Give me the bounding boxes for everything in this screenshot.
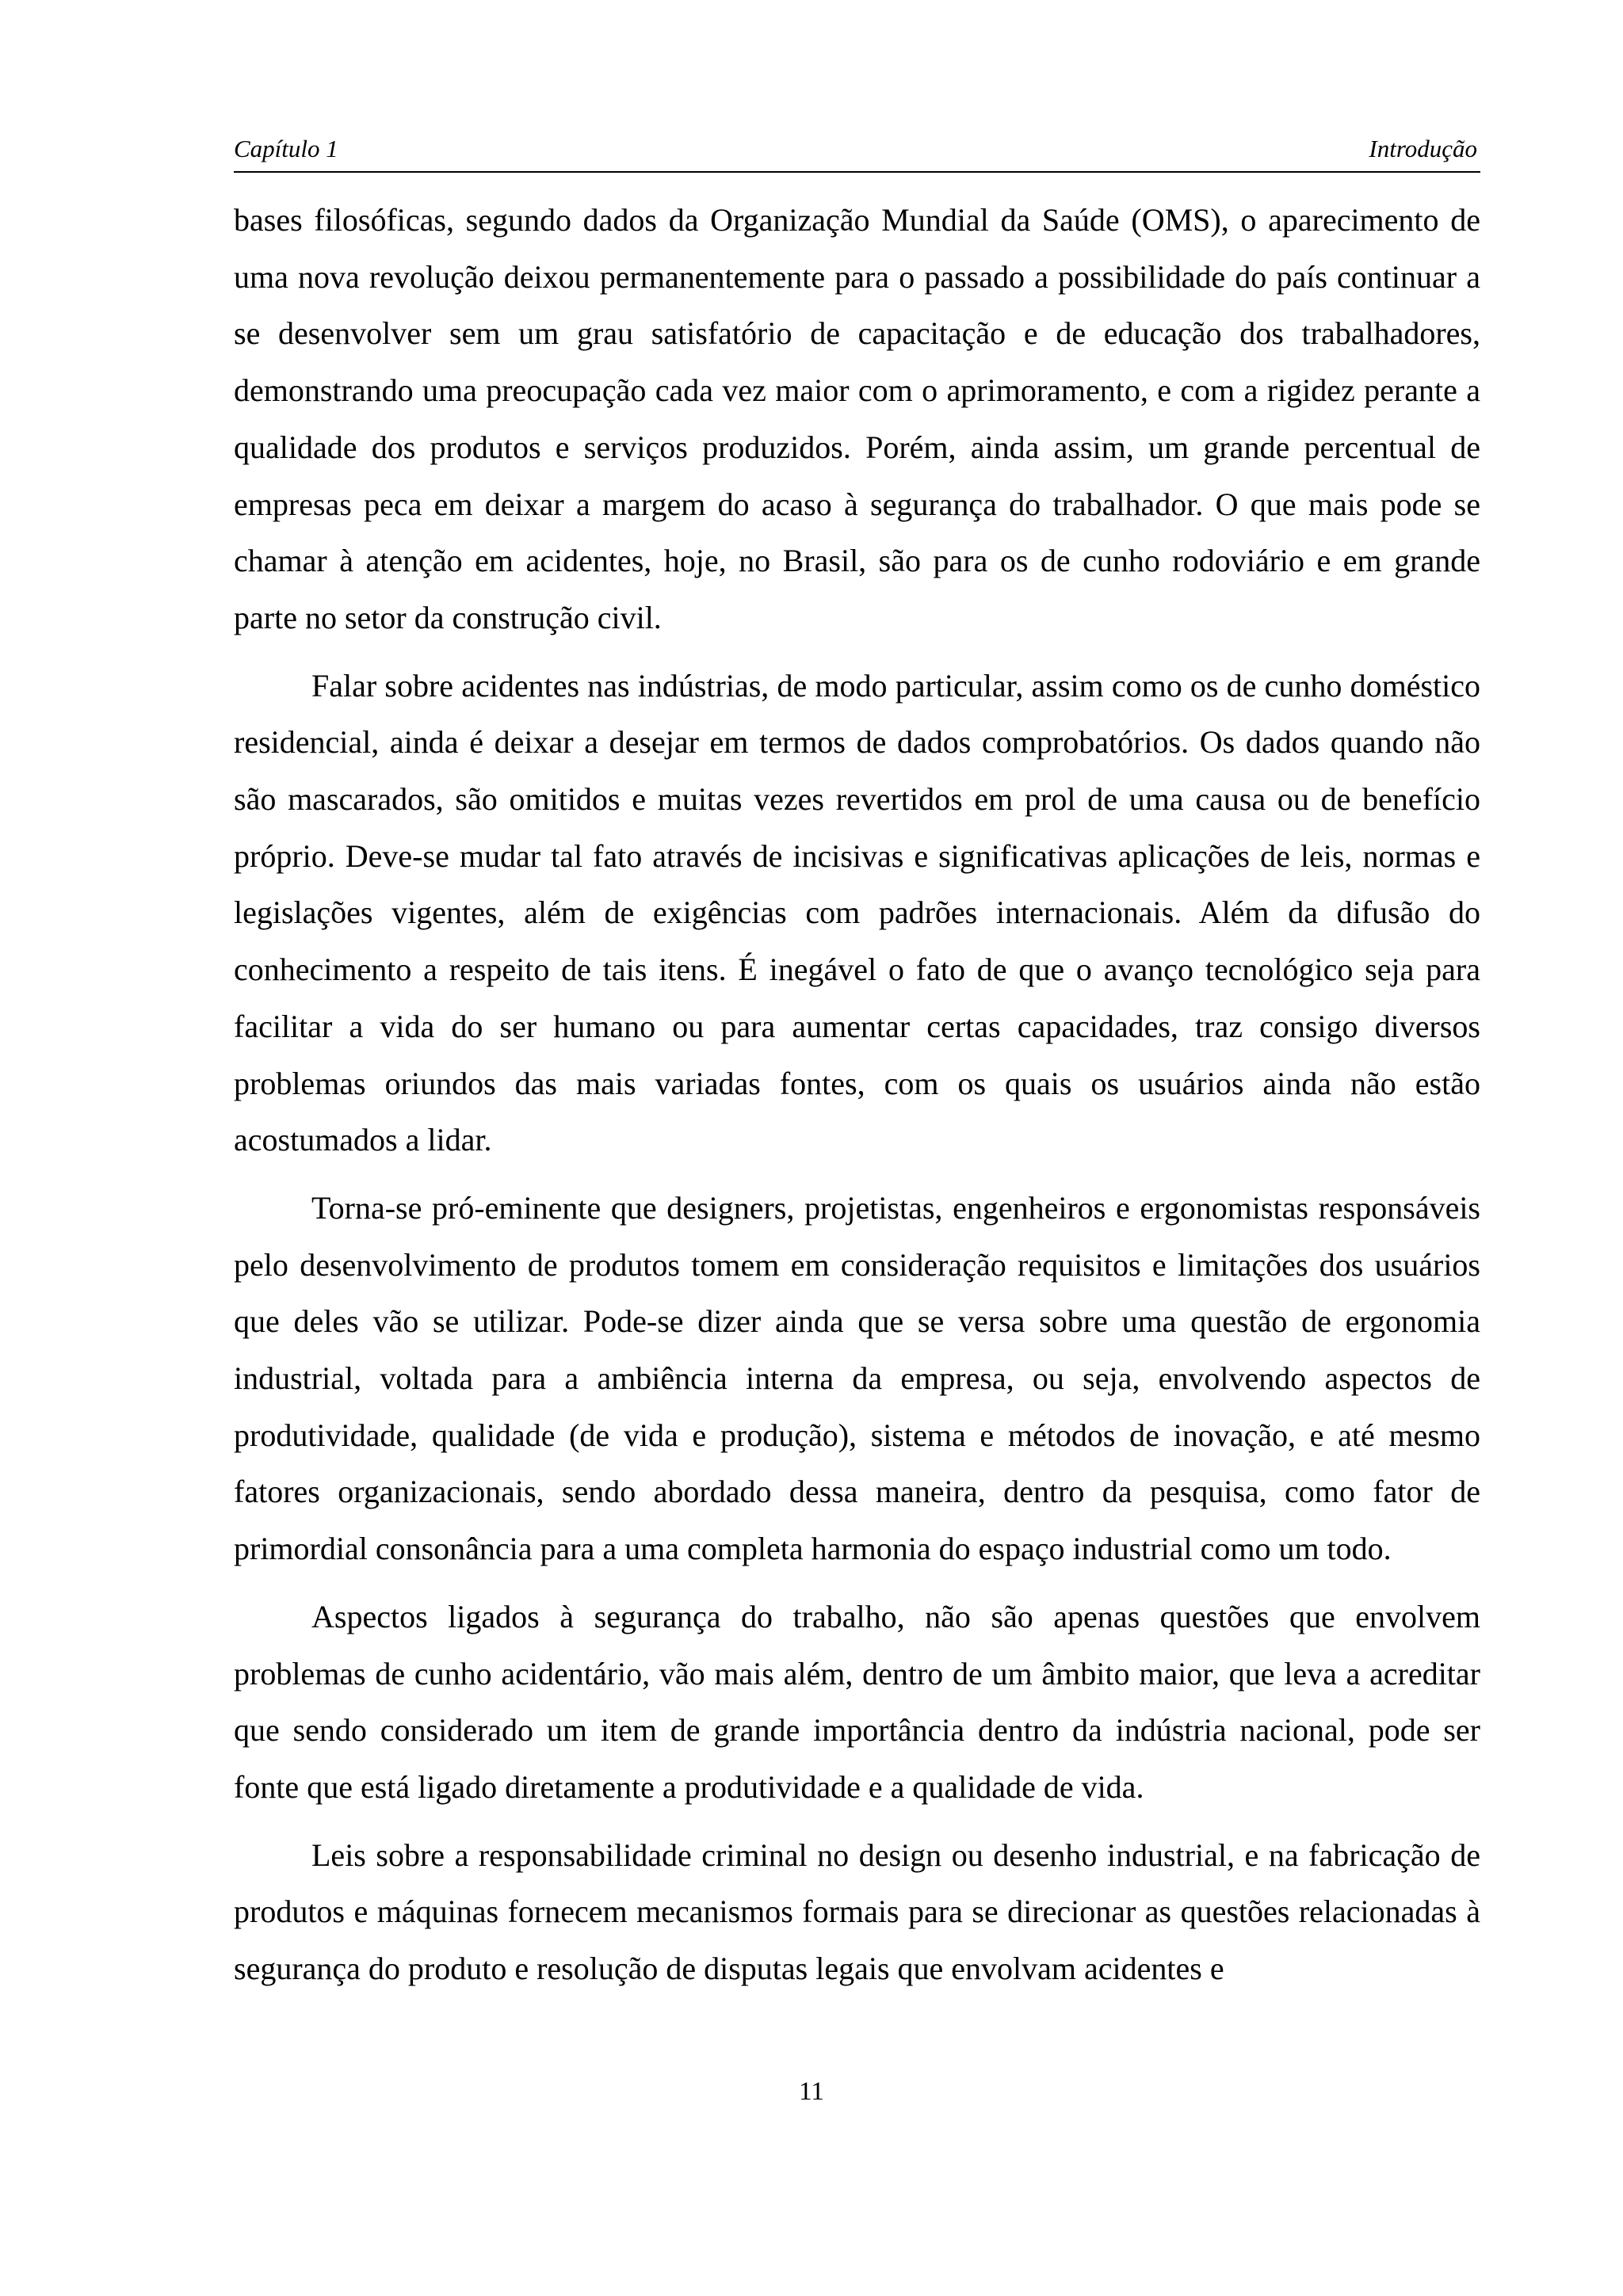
paragraph: Falar sobre acidentes nas indústrias, de modo particular, assim como os de cunho doméstico residencial, ainda é deixar a desejar em termos de dados comprobatórios. Os dados quando não são mascarados, são omitidos e muitas vezes revertidos em prol de uma causa ou de benefício próprio. Deve-se mudar tal fato através de incisivas e significativas aplicações de leis, normas e legislações vigentes, além de exigências com padrões internacionais. Além da difusão do conhecimento a respeito de tais itens. É inegável o fato de que o avanço tecnológico seja para facilitar a vida do ser humano ou para aumentar certas capacidades, traz consigo diversos problemas oriundos das mais variadas fontes, com os quais os usuários ainda não estão acostumados a lidar. [234,667,1480,1158]
paragraph: Torna-se pró-eminente que designers, projetistas, engenheiros e ergonomistas responsáveis pelo desenvolvimento de produtos tomem em consideração requisitos e limitações dos usuários que deles vão se utilizar. Pode-se dizer ainda que se versa sobre uma questão de ergonomia industrial, voltada para a ambiência interna da empresa, ou seja, envolvendo aspectos de produtividade, qualidade (de vida e produção), sistema e métodos de inovação, e até mesmo fatores organizacionais, sendo abordado dessa maneira, dentro da pesquisa, como fator de primordial consonância para a uma completa harmonia do espaço industrial como um todo. [234,1189,1480,1567]
paragraph-continuation: bases filosóficas, segundo dados da Organização Mundial da Saúde (OMS), o aparecimento de uma nova revolução deixou permanentemente para o passado a possibilidade do país continuar a se desenvolver sem um grau satisfatório de capacitação e de educação dos trabalhadores, demonstrando uma preocupação cada vez maior com o aprimoramento, e com a rigidez perante a qualidade dos produtos e serviços produzidos. Porém, ainda assim, um grande percentual de empresas peca em deixar a margem do acaso à segurança do trabalhador. O que mais pode se chamar à atenção em acidentes, hoje, no Brasil, são para os de cunho rodoviário e em grande parte no setor da construção civil. [234,202,1480,635]
page-number: 11 [799,2077,824,2106]
running-header [234,133,1480,173]
paragraph: Aspectos ligados à segurança do trabalho, não são apenas questões que envolvem problemas de cunho acidentário, vão mais além, dentro de um âmbito maior, que leva a acreditar que sendo considerado um item de grande importância dentro da indústria nacional, pode ser fonte que está ligado diretamente a produtividade e a qualidade de vida. [234,1598,1480,1805]
chapter-label: Capítulo 1 [234,135,338,162]
section-label: Introdução [1369,135,1477,162]
paragraph: Leis sobre a responsabilidade criminal no design ou desenho industrial, e na fabricação de produtos e máquinas fornecem mecanismos formais para se direcionar as questões relacionadas à segurança do produto e resolução de disputas legais que envolvam acidentes e [234,1836,1480,1987]
body-text [234,192,1480,2008]
